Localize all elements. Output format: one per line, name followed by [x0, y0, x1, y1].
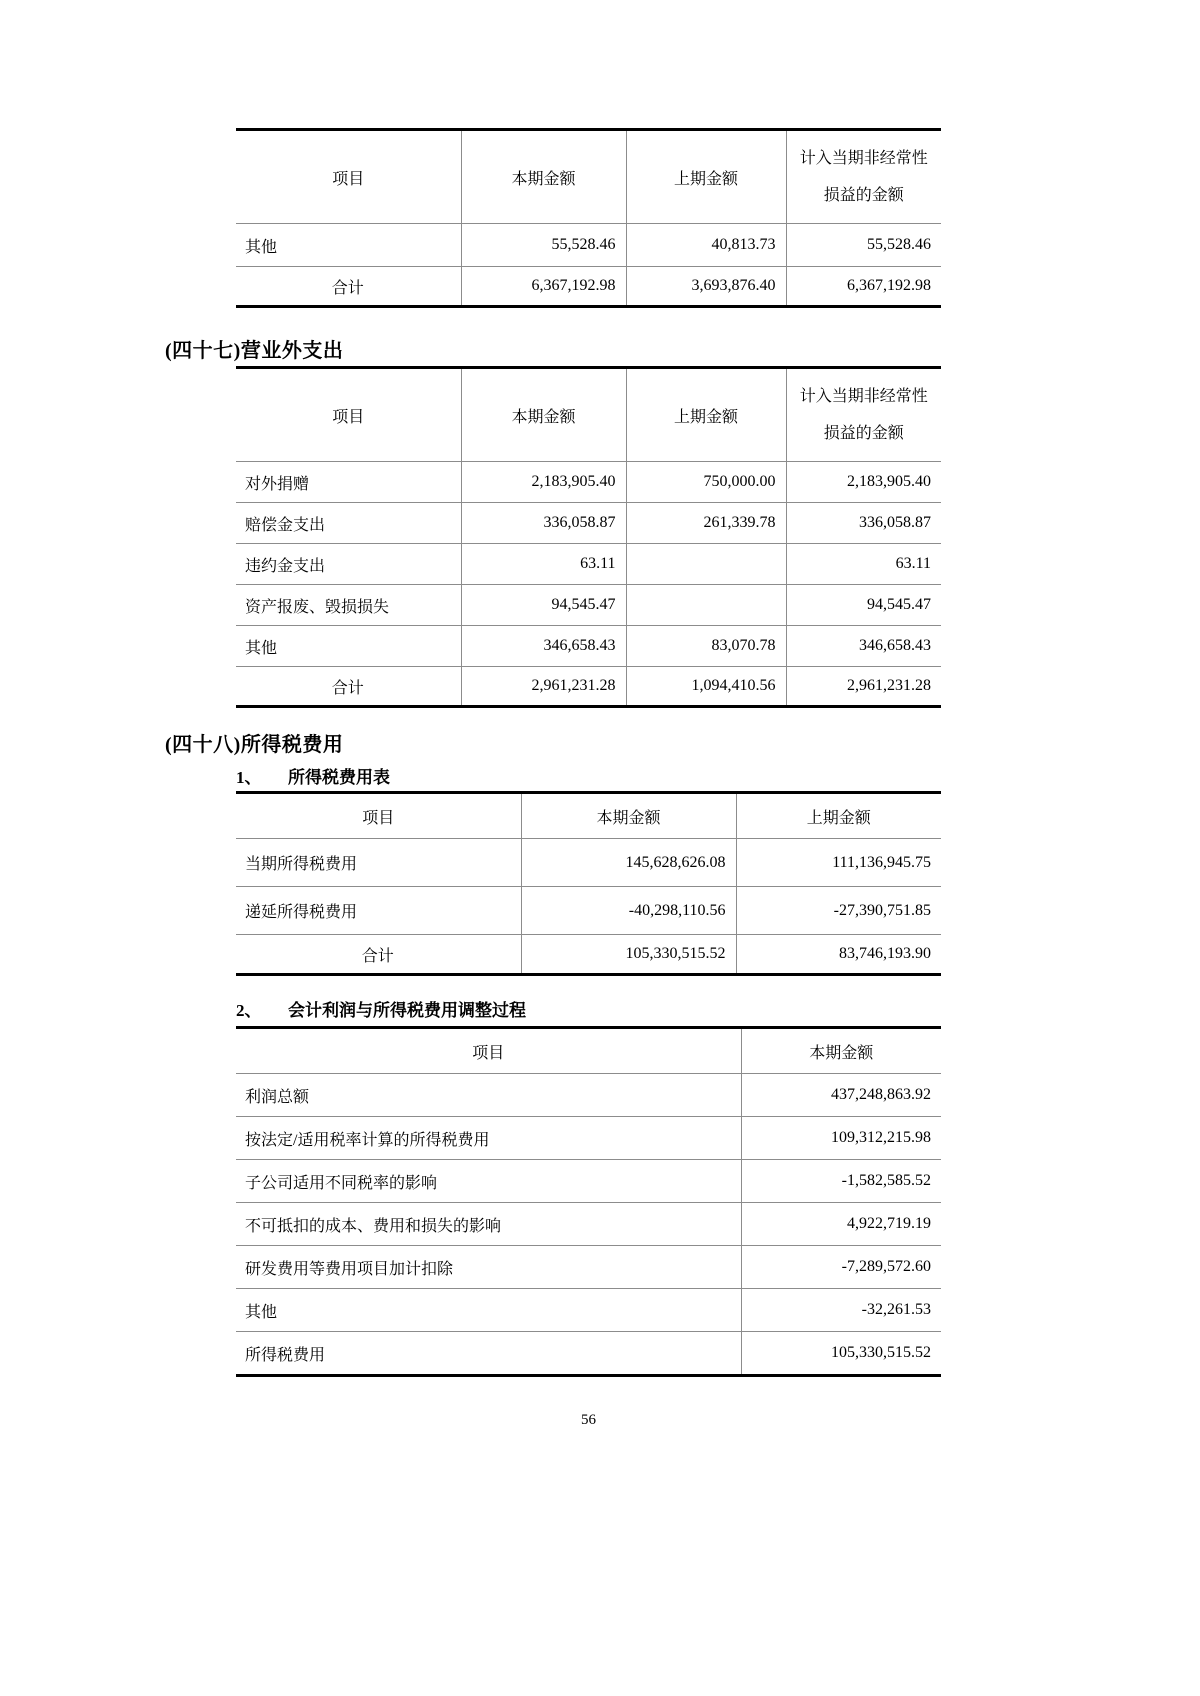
row-label: 当期所得税费用	[236, 839, 521, 887]
subsection-2-number: 2、	[236, 1001, 262, 1020]
row-label: 其他	[236, 224, 461, 267]
table-header-row	[236, 1028, 941, 1074]
amount-current: 105,330,515.52	[521, 935, 736, 975]
subsection-1-label: 所得税费用表	[288, 768, 390, 787]
column-header-nonrecurring-line2: 损益的金额	[823, 187, 904, 204]
row-label: 合计	[361, 947, 394, 965]
amount-current: 145,628,626.08	[521, 839, 736, 887]
amount-nonrecurring: 6,367,192.98	[786, 267, 941, 307]
table-header-row	[236, 368, 941, 462]
amount-prior	[626, 544, 786, 585]
amount-current: 6,367,192.98	[461, 267, 626, 307]
amount-prior: 83,746,193.90	[736, 935, 941, 975]
table-header-row	[236, 793, 941, 839]
amount-current: -7,289,572.60	[741, 1246, 941, 1289]
column-header-current: 本期金额	[461, 130, 626, 224]
amount-prior: 111,136,945.75	[736, 839, 941, 887]
table-row	[236, 462, 941, 503]
amount-prior: 83,070.78	[626, 626, 786, 667]
table-header-row	[236, 130, 941, 224]
amount-nonrecurring: 336,058.87	[786, 503, 941, 544]
column-header-nonrecurring	[786, 368, 941, 462]
row-label: 合计	[331, 279, 364, 297]
row-label: 研发费用等费用项目加计扣除	[236, 1246, 741, 1289]
table-row	[236, 1289, 941, 1332]
table-row	[236, 1160, 941, 1203]
column-header-current: 本期金额	[461, 368, 626, 462]
amount-current: -1,582,585.52	[741, 1160, 941, 1203]
column-header-nonrecurring-line1: 计入当期非经常性	[799, 388, 928, 405]
table-row	[236, 1246, 941, 1289]
amount-current: 336,058.87	[461, 503, 626, 544]
amount-prior: 3,693,876.40	[626, 267, 786, 307]
row-label: 赔偿金支出	[236, 503, 461, 544]
amount-prior: 261,339.78	[626, 503, 786, 544]
table-row	[236, 1117, 941, 1160]
amount-prior: -27,390,751.85	[736, 887, 941, 935]
non-operating-expenses-table	[236, 366, 941, 708]
amount-prior: 1,094,410.56	[626, 667, 786, 707]
row-label: 按法定/适用税率计算的所得税费用	[236, 1117, 741, 1160]
row-label: 资产报废、毁损损失	[236, 585, 461, 626]
table-row	[236, 1332, 941, 1376]
table-row	[236, 887, 941, 935]
column-header-item: 项目	[236, 130, 461, 224]
section-48-title: (四十八)所得税费用	[165, 734, 344, 756]
row-label: 违约金支出	[236, 544, 461, 585]
amount-current: 2,961,231.28	[461, 667, 626, 707]
column-header-current: 本期金额	[741, 1028, 941, 1074]
amount-current: 4,922,719.19	[741, 1203, 941, 1246]
subsection-2-label: 会计利润与所得税费用调整过程	[288, 1001, 526, 1020]
column-header-prior: 上期金额	[736, 793, 941, 839]
table-row	[236, 626, 941, 667]
row-label: 不可抵扣的成本、费用和损失的影响	[236, 1203, 741, 1246]
table-total-row	[236, 267, 941, 307]
row-label: 递延所得税费用	[236, 887, 521, 935]
table-row	[236, 1203, 941, 1246]
column-header-nonrecurring-line2: 损益的金额	[823, 425, 904, 442]
amount-current: 105,330,515.52	[741, 1332, 941, 1376]
amount-prior: 40,813.73	[626, 224, 786, 267]
amount-current: 55,528.46	[461, 224, 626, 267]
subsection-2-title	[236, 996, 526, 1021]
row-label: 对外捐赠	[236, 462, 461, 503]
column-header-current: 本期金额	[521, 793, 736, 839]
column-header-prior: 上期金额	[626, 130, 786, 224]
row-label: 其他	[236, 1289, 741, 1332]
amount-nonrecurring: 2,183,905.40	[786, 462, 941, 503]
subsection-1-number: 1、	[236, 768, 262, 787]
table-row	[236, 503, 941, 544]
column-header-item: 项目	[236, 793, 521, 839]
table-row	[236, 839, 941, 887]
table-row	[236, 585, 941, 626]
table-total-row	[236, 667, 941, 707]
column-header-nonrecurring	[786, 130, 941, 224]
amount-current: -32,261.53	[741, 1289, 941, 1332]
column-header-item: 项目	[236, 1028, 741, 1074]
table-row	[236, 1074, 941, 1117]
income-tax-expense-table	[236, 791, 941, 976]
amount-current: 63.11	[461, 544, 626, 585]
row-label: 其他	[236, 626, 461, 667]
accounting-profit-tax-adjustment-table	[236, 1026, 941, 1377]
amount-current: 437,248,863.92	[741, 1074, 941, 1117]
table-row	[236, 544, 941, 585]
subsection-1-title	[236, 763, 390, 788]
amount-current: 2,183,905.40	[461, 462, 626, 503]
amount-current: 94,545.47	[461, 585, 626, 626]
table-row	[236, 224, 941, 267]
nonrecurring-continuation-table	[236, 128, 941, 308]
amount-nonrecurring: 94,545.47	[786, 585, 941, 626]
row-label: 子公司适用不同税率的影响	[236, 1160, 741, 1203]
amount-nonrecurring: 55,528.46	[786, 224, 941, 267]
amount-nonrecurring: 2,961,231.28	[786, 667, 941, 707]
amount-prior: 750,000.00	[626, 462, 786, 503]
table-total-row	[236, 935, 941, 975]
amount-current: 109,312,215.98	[741, 1117, 941, 1160]
amount-nonrecurring: 63.11	[786, 544, 941, 585]
column-header-item: 项目	[236, 368, 461, 462]
row-label: 所得税费用	[245, 1346, 326, 1364]
column-header-prior: 上期金额	[626, 368, 786, 462]
row-label: 利润总额	[236, 1074, 741, 1117]
amount-nonrecurring: 346,658.43	[786, 626, 941, 667]
section-47-title: (四十七)营业外支出	[165, 340, 344, 362]
amount-current: -40,298,110.56	[521, 887, 736, 935]
row-label: 合计	[331, 679, 364, 697]
amount-current: 346,658.43	[461, 626, 626, 667]
column-header-nonrecurring-line1: 计入当期非经常性	[799, 150, 928, 167]
amount-prior	[626, 585, 786, 626]
page-number: 56	[581, 1412, 596, 1428]
